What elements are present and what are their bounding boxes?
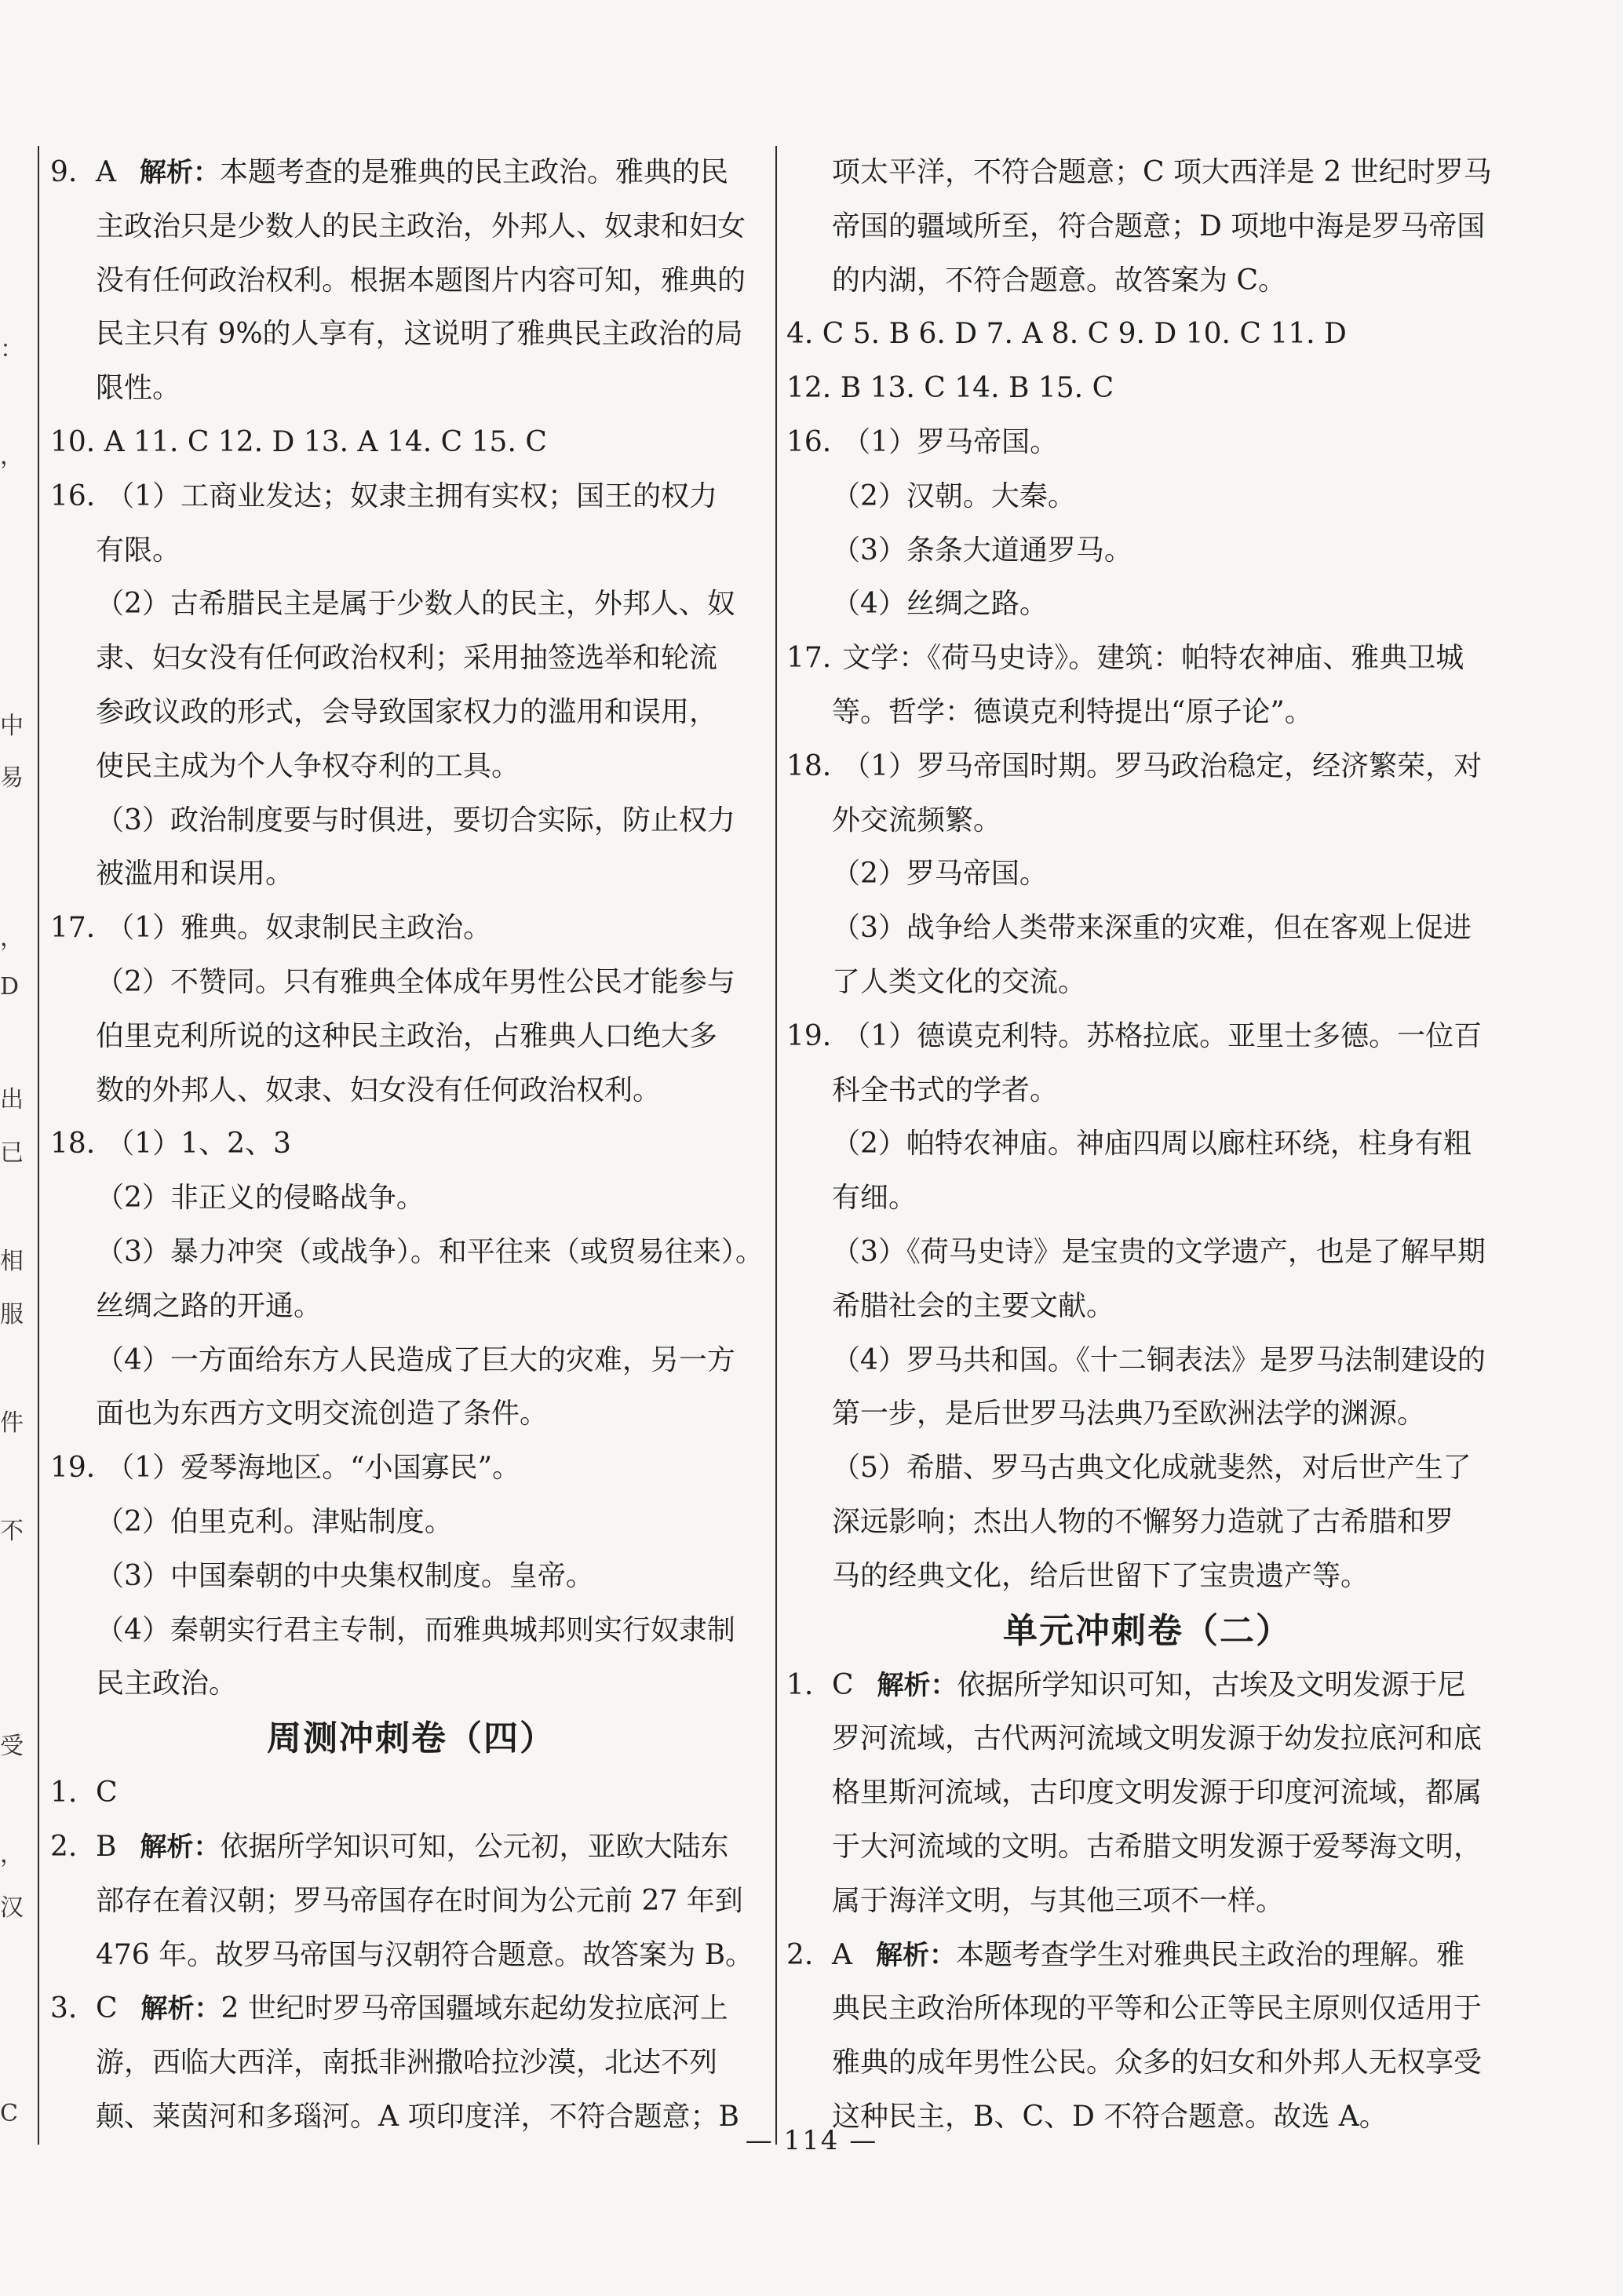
question-number: 16. [50,479,96,512]
question-number: 2. [786,1938,814,1971]
text-line: 476 年。故罗马帝国与汉朝符合题意。故答案为 B。 [96,1938,754,1971]
text-line: 有细。 [832,1182,917,1215]
question-text: （1）雅典。奴隶制民主政治。 [106,912,492,945]
edge-char: 件 [0,1409,24,1437]
analysis-label: 解析： [140,157,220,188]
text-line: 被滥用和误用。 [96,858,294,891]
section-heading: 周测冲刺卷（四） [267,1718,556,1759]
section-heading: 单元冲刺卷（二） [1003,1610,1292,1651]
question-number: 2. [50,1830,78,1863]
question-text: 本题考查学生对雅典民主政治的理解。雅 [956,1938,1465,1971]
answer-choice: C [832,1668,854,1701]
text-line: 于大河流域的文明。古希腊文明发源于爱琴海文明， [832,1830,1483,1863]
question-text: （1）爱琴海地区。“小国寡民”。 [106,1452,520,1485]
question-text: （1）德谟克利特。苏格拉底。亚里士多德。一位百 [842,1019,1483,1052]
question-line [50,1441,772,1496]
edge-char: 服 [0,1301,24,1328]
question-line [50,1982,772,2036]
text-line: 属于海洋文明，与其他三项不一样。 [832,1884,1285,1917]
text-line: （3）政治制度要与时俱进，要切合实际，防止权力 [96,804,735,836]
question-text: 2 世纪时罗马帝国疆域东起幼发拉底河上 [221,1992,728,2025]
question-number: 1. [786,1668,814,1701]
text-line: 隶、妇女没有任何政治权利；采用抽签选举和轮流 [96,642,718,675]
text-line: 希腊社会的主要文献。 [832,1289,1115,1322]
question-number: 16. [786,425,832,458]
edge-char: 汉 [0,1894,24,1922]
text-line: 科全书式的学者。 [832,1073,1059,1106]
text-line: （3）中国秦朝的中央集权制度。皇帝。 [96,1559,594,1592]
text-line: （4）一方面给东方人民造成了巨大的灾难，另一方 [96,1343,735,1376]
question-line [50,146,772,200]
text-line: 雅典的成年男性公民。众多的妇女和外邦人无权享受 [832,2046,1483,2079]
right-answer-column [775,146,1508,2145]
question-text: 依据所学知识可知，公元初，亚欧大陆东 [220,1830,729,1863]
text-line: （2）帕特农神庙。神庙四周以廊柱环绕，柱身有粗 [832,1128,1472,1161]
text-line: 有限。 [96,534,181,567]
question-text: （1）工商业发达；奴隶主拥有实权；国王的权力 [106,479,718,512]
text-line: （3）战争给人类带来深重的灾难，但在客观上促进 [832,912,1472,945]
text-line: 部存在着汉朝；罗马帝国存在时间为公元前 27 年到 [96,1884,743,1917]
text-line: 参政议政的形式，会导致国家权力的滥用和误用， [96,695,718,728]
question-text: 本题考查的是雅典的民主政治。雅典的民 [220,156,729,188]
text-line: 格里斯河流域，古印度文明发源于印度河流域，都属 [832,1777,1483,1809]
answer-choice: C [96,1992,118,2025]
question-line [50,1766,772,1820]
question-line [786,1929,1508,1983]
question-text: （1）罗马帝国。 [842,425,1059,458]
edge-char: ， [0,924,24,952]
question-number: 18. [50,1128,96,1161]
question-number: 19. [786,1019,832,1052]
question-text: 依据所学知识可知，古埃及文明发源于尼 [957,1668,1466,1701]
text-line: （2）汉朝。大秦。 [832,479,1076,512]
answer-key-line: 10. A 11. C 12. D 13. A 14. C 15. C [50,425,547,458]
text-line: 典民主政治所体现的平等和公正等民主原则仅适用于 [832,1992,1483,2025]
text-line: 等。哲学：德谟克利特提出“原子论”。 [832,695,1313,728]
question-line [786,632,1508,686]
text-line: 这种民主，B、C、D 不符合题意。故选 A。 [832,2100,1388,2133]
text-line: 第一步，是后世罗马法典乃至欧洲法学的渊源。 [832,1398,1426,1430]
edge-char: ： [0,336,24,363]
text-line: 颠、莱茵河和多瑙河。A 项印度洋，不符合题意；B [96,2100,739,2133]
edge-char: 不 [0,1518,24,1545]
text-line: （5）希腊、罗马古典文化成就斐然，对后世产生了 [832,1452,1472,1485]
question-line [50,902,772,956]
question-number: 18. [786,749,832,782]
analysis-label: 解析： [877,1669,957,1701]
text-line: 主政治只是少数人的民主政治，外邦人、奴隶和妇女 [96,210,746,242]
text-line: 外交流频繁。 [832,804,1002,836]
analysis-label: 解析： [140,1831,221,1863]
page-number: — 114 — [745,2125,878,2156]
edge-char: 易 [0,764,24,792]
text-line: 伯里克利所说的这种民主政治，占雅典人口绝大多 [96,1019,718,1052]
text-line: （4）丝绸之路。 [832,588,1048,621]
text-line: （4）罗马共和国。《十二铜表法》是罗马法制建设的 [832,1343,1486,1376]
text-line: 限性。 [96,372,181,405]
answer-key-line: 4. C 5. B 6. D 7. A 8. C 9. D 10. C 11. D [786,318,1347,351]
question-text: （1）1、2、3 [106,1128,291,1161]
question-text: （1）罗马帝国时期。罗马政治稳定，经济繁荣，对 [842,749,1483,782]
text-line: （2）不赞同。只有雅典全体成年男性公民才能参与 [96,965,735,998]
question-number: 3. [50,1992,78,2025]
text-line: 马的经典文化，给后世留下了宝贵遗产等。 [832,1559,1370,1592]
edge-char: D [0,973,20,1000]
edge-char: 中 [0,712,24,740]
left-answer-column [38,146,772,2145]
text-line: 了人类文化的交流。 [832,965,1087,998]
text-line: 的内湖，不符合题意。故答案为 C。 [832,264,1286,297]
question-line [786,416,1508,470]
text-line: 民主只有 9%的人享有，这说明了雅典民主政治的局 [96,318,743,351]
question-number: 9. [50,156,78,188]
question-number: 19. [50,1452,96,1485]
edge-char: ， [0,443,24,470]
text-line: 帝国的疆域所至，符合题意；D 项地中海是罗马帝国 [832,210,1486,242]
text-line: （2）非正义的侵略战争。 [96,1182,425,1215]
text-line: （2）古希腊民主是属于少数人的民主，外邦人、奴 [96,588,735,621]
question-line [786,1010,1508,1064]
question-number: 17. [786,642,832,675]
edge-char: C [0,2100,18,2127]
text-line: 游，西临大西洋，南抵非洲撒哈拉沙漠，北达不列 [96,2046,718,2079]
text-line: 丝绸之路的开通。 [96,1289,323,1322]
text-line: 民主政治。 [96,1667,238,1700]
answer-choice: B [96,1830,117,1863]
text-line: 罗河流域，古代两河流域文明发源于幼发拉底河和底 [832,1722,1483,1755]
question-text: 文学：《荷马史诗》。建筑：帕特农神庙、雅典卫城 [842,642,1464,675]
text-line: （2）罗马帝国。 [832,858,1048,891]
text-line: （4）秦朝实行君主专制，而雅典城邦则实行奴隶制 [96,1613,735,1646]
answer-choice: C [96,1777,118,1809]
question-line [786,740,1508,794]
answer-choice: A [832,1938,852,1971]
answer-choice: A [96,156,116,188]
text-line: 数的外邦人、奴隶、妇女没有任何政治权利。 [96,1073,662,1106]
question-line [50,470,772,524]
analysis-label: 解析： [140,1993,221,2025]
question-line [786,1659,1508,1713]
text-line: 使民主成为个人争权夺利的工具。 [96,749,520,782]
text-line: （3）《荷马史诗》是宝贵的文学遗产，也是了解早期 [832,1235,1486,1268]
text-line: （3）条条大道通罗马。 [832,534,1132,567]
question-line [50,1820,772,1875]
question-number: 17. [50,912,96,945]
edge-char: 出 [0,1086,24,1113]
text-line: （2）伯里克利。津贴制度。 [96,1505,453,1538]
text-line: 项太平洋，不符合题意；C 项大西洋是 2 世纪时罗马 [832,156,1492,188]
text-line: 面也为东西方文明交流创造了条件。 [96,1398,549,1430]
edge-char: ， [0,1841,24,1868]
question-number: 1. [50,1777,78,1809]
edge-char: 已 [0,1139,24,1167]
edge-char: 相 [0,1248,24,1275]
text-line: 深远影响；杰出人物的不懈努力造就了古希腊和罗 [832,1505,1454,1538]
edge-char: 受 [0,1733,24,1760]
text-line: （3）暴力冲突（或战争）。和平往来（或贸易往来）。 [96,1235,764,1268]
answer-key-line: 12. B 13. C 14. B 15. C [786,372,1114,405]
text-line: 没有任何政治权利。根据本题图片内容可知，雅典的 [96,264,746,297]
question-line [50,1117,772,1172]
analysis-label: 解析： [876,1939,956,1971]
